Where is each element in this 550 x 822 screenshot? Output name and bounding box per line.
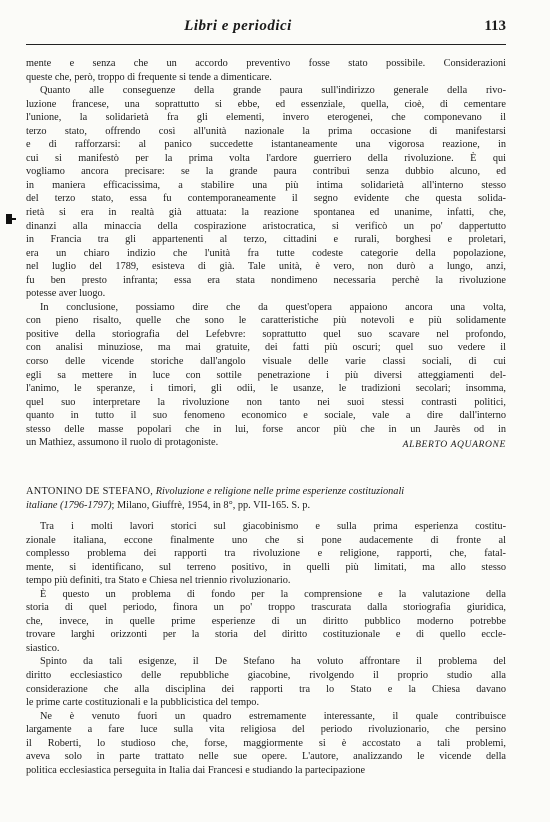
text-line: con pieno risalto, quelle che sono le caratteristiche più notevoli e più solidamente xyxy=(26,315,506,327)
text-line xyxy=(26,436,506,450)
text-line-content: un Mathiez, assumono il ruolo di protagoniste. xyxy=(26,437,219,449)
text-line: fu ben presto infranta; essa era stata nondimeno necessaria perchè la rivoluzione xyxy=(26,274,506,286)
text-line: nel luglio del 1789, esisteva di già. Tale unità, è vero, non durò a lungo, anzi, xyxy=(26,261,506,273)
text-line: e di rafforzarsi: al panico succedette istantaneamente una vigorosa reazione, in xyxy=(26,139,506,151)
text-line: In conclusione, possiamo dire che da quest'opera appaiono ancora una volta, xyxy=(40,301,506,313)
page-header xyxy=(26,18,506,40)
text-line: considerazione che alla disciplina dei rapporti tra lo Stato e la Chiesa davano xyxy=(26,683,506,695)
citation-publication: ; Milano, Giuffrè, 1954, in 8°, pp. VII-165. S. p. xyxy=(111,499,311,511)
text-line: corso delle vicende storiche dall'angolo visuale delle varie classi sociali, di cui xyxy=(26,356,506,368)
text-line: le prime carte costituzionali e la pubblicistica del tempo. xyxy=(26,697,260,709)
text-line: aveva solo in parte trattato nelle sue opere. L'autore, analizzando le vicende della xyxy=(26,751,506,763)
text-line: trovare larghi orizzonti per la storia del diritto costituzionale e di quello eccle- xyxy=(26,629,506,641)
citation-title-continued: italiane (1796-1797) xyxy=(26,499,112,511)
text-line: il Roberti, lo studioso che, forse, maggiormente si è accostato a tali problemi, xyxy=(26,737,506,749)
text-line: Tra i molti lavori storici sul giacobinismo e sulla prima esperienza costitu- xyxy=(40,521,506,532)
margin-mark-icon xyxy=(6,214,12,224)
text-line: del terzo stato, essa fu contemporaneamente il segno evidente che questa solida- xyxy=(26,193,506,205)
text-line: in Francia tra gli appartenenti al terzo, cittadini e rurali, borghesi e proletari, xyxy=(26,234,506,246)
text-line: storia di quel periodo, finora un po' troppo trascurata dalla storiografia giuridica, xyxy=(26,602,506,614)
text-line: vogliamo ancora precisare: se la grande paura contribuì senza dubbio alcuno, ed xyxy=(26,166,506,178)
text-line: È questo un problema di fondo per la comprensione e la valutazione della xyxy=(40,588,506,600)
text-line: queste che, però, troppo di frequente si tende a dimenticare. xyxy=(26,71,272,83)
text-line: politica ecclesiastica perseguita in Italia dai Francesi e studiando la partecipazione xyxy=(26,764,366,776)
text-line: largamente a fare luce sulla vita religiosa del periodo rivoluzionario, che persino xyxy=(26,724,506,736)
review-article-de-stefano xyxy=(26,520,506,777)
text-line: zionale italiana, eccone finalmente uno che si pone audacemente di fronte al xyxy=(26,534,506,546)
text-line: dinanzi alla minaccia della cospirazione aristocratica, si verificò un po' dappertutto xyxy=(26,220,506,232)
review-article-lefebvre xyxy=(26,57,506,450)
text-line: egli sa mettere in luce con sottile penetrazione i più diversi atteggiamenti del- xyxy=(26,369,506,381)
text-line: quanto in tutto il suo fenomeno economico e sociale, vale a dire dall'interno xyxy=(26,410,506,422)
text-line: l'unione, la solidarietà fra gli elementi, invero eterogenei, che componevano il xyxy=(26,112,506,124)
text-line: era un chiaro indizio che l'unità fra tutte codeste categorie della popolazione, xyxy=(26,247,506,259)
book-citation xyxy=(26,485,506,512)
text-line: quel suo interpretare la rivoluzione non tanto nei suoi stessi contrasti politici, xyxy=(26,396,506,408)
citation-line-1 xyxy=(26,485,506,499)
text-line: mente, si identificano, sul terreno positivo, in quelli più limitati, ma allo stesso xyxy=(26,561,506,573)
text-line: cui si manifestò per la prima volta l'ardore guerriero della rivoluzione. È qui xyxy=(26,152,506,164)
text-line: Spinto da tali esigenze, il De Stefano ha voluto affrontare il problema del xyxy=(40,656,506,668)
text-line: mente e senza che un accordo preventivo fosse stato possibile. Considerazioni xyxy=(26,58,506,69)
text-line: complesso problema dei rapporti tra rivoluzione e religione, rapporti, che, fatal- xyxy=(26,548,506,560)
text-line: positive della storiografia del Lefebvre: soprattutto quel suo scavare nel profondo, xyxy=(26,328,506,340)
text-line: stesso delle masse popolari che in lui, forse ancor più che in un Jaurès od in xyxy=(26,423,506,435)
text-line: Quanto alle conseguenze della grande paura sull'indirizzo generale della rivo- xyxy=(40,85,506,97)
author-signature: ALBERTO AQUARONE xyxy=(402,439,506,451)
page-number: 113 xyxy=(484,18,506,34)
citation-title: Rivoluzione e religione nelle prime esperienze costituzionali xyxy=(155,486,405,497)
citation-line-2 xyxy=(26,499,506,513)
running-head: Libri e periodici xyxy=(184,18,292,34)
text-line: con analisi minuziose, ma mai gratuite, dei fatti più oscuri; quel suo vedere il xyxy=(26,342,506,354)
text-line: potesse aver luogo. xyxy=(26,288,106,300)
text-line: l'animo, le speranze, i timori, gli odii, le usanze, le tradizioni secolari; insomma, xyxy=(26,383,506,395)
citation-author: ANTONINO DE STEFANO, xyxy=(26,486,154,497)
text-line: Ne è venuto fuori un quadro estremamente interessante, il quale contribuisce xyxy=(40,710,506,722)
text-line: terzo stato, offrendo così all'unità nazionale la prima occasione di manifestarsi xyxy=(26,125,506,137)
text-line: che, invece, in quelle prime esperienze di un diritto pubblico moderno potrebbe xyxy=(26,615,506,627)
text-line: rietà si era in realtà già attuata: la reazione spontanea ed unanime, infatti, che, xyxy=(26,207,506,219)
header-rule xyxy=(26,44,506,45)
text-line: siastico. xyxy=(26,642,60,654)
text-line: luzione francese, una soprattutto si ebbe, ed essenziale, quella, cioè, di cementare xyxy=(26,98,506,110)
text-line: tempo più definiti, tra Stato e Chiesa nel triennio rivoluzionario. xyxy=(26,575,291,587)
text-line: in maniera efficacissima, a stabilire una più intima solidarietà all'interno stesso xyxy=(26,179,506,191)
text-line: diritto ecclesiastico delle repubbliche giacobine, rivolgendo il proprio studio alla xyxy=(26,670,506,682)
